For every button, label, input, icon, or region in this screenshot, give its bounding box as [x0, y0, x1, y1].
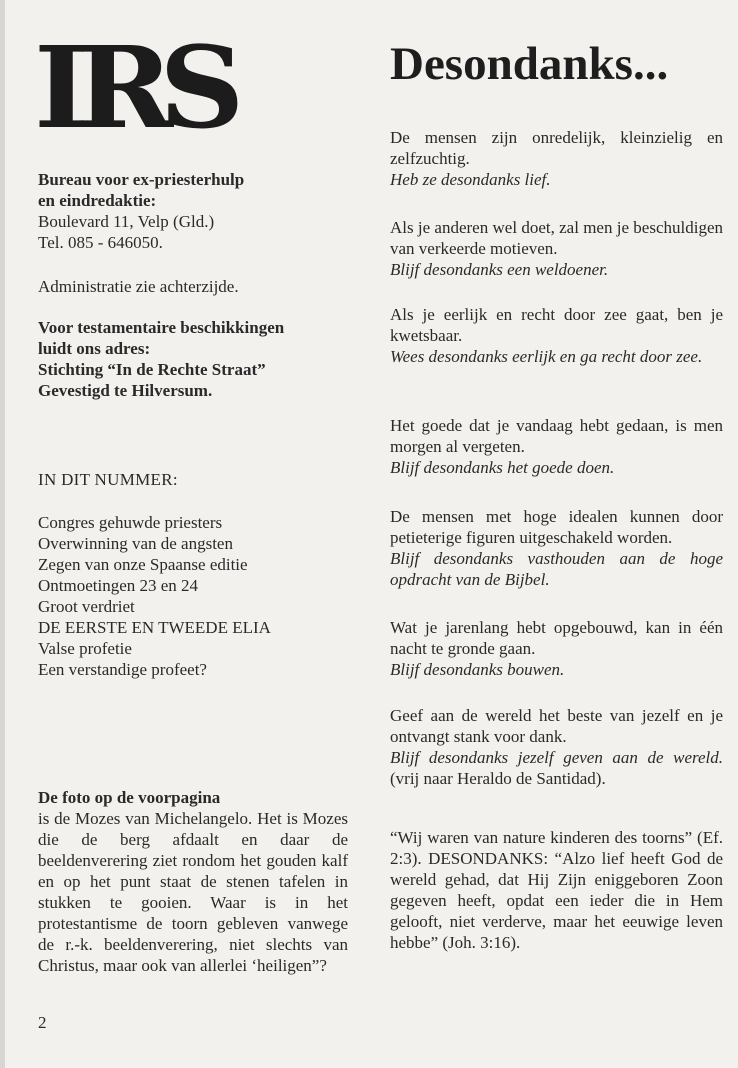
list-item: Valse profetie [38, 639, 132, 658]
stanza-italic: Blijf desondanks het goede doen. [390, 458, 615, 477]
stanza-text: Als je eerlijk en recht door zee gaat, ben je kwetsbaar. [390, 305, 723, 345]
stanza-text: De mensen met hoge idealen kunnen door petieterige figuren uitgeschakeld worden. [390, 507, 723, 547]
testament-line: Voor testamentaire beschikkingen [38, 318, 285, 337]
photo-heading: De foto op de voorpagina [38, 788, 221, 807]
stanza-italic: Blijf desondanks een weldoener. [390, 260, 609, 279]
testament-line: Stichting “In de Rechte Straat” [38, 360, 266, 379]
page-edge [0, 0, 5, 1068]
stanza [390, 415, 723, 478]
contents-list [38, 512, 346, 680]
stanza-text: Het goede dat je vandaag hebt gedaan, is men morgen al vergeten. [390, 416, 723, 456]
closing-quote: “Wij waren van nature kinderen des toorns” (Ef. 2:3). DESONDANKS: “Alzo lief heeft God de wereld gehad, dat Hij Zijn eniggeboren Zoon gegeven heeft, opdat een ieder die in Hem gelooft, niet verderve, maar het eeuwige leven hebbe” (Joh. 3:16). [390, 828, 723, 952]
list-item: Ontmoetingen 23 en 24 [38, 576, 199, 595]
stanza [390, 705, 723, 789]
testament-line: Gevestigd te Hilversum. [38, 381, 213, 400]
testament-line: luidt ons adres: [38, 339, 151, 358]
stanza-text: Als je anderen wel doet, zal men je beschuldigen van verkeerde motieven. [390, 218, 723, 258]
address-line: Boulevard 11, Velp (Gld.) [38, 212, 215, 231]
administratie-note: Administratie zie achterzijde. [38, 277, 239, 296]
list-item: DE EERSTE EN TWEEDE ELIA [38, 618, 271, 637]
list-item: Groot verdriet [38, 597, 135, 616]
stanza-italic: Blijf desondanks vasthouden aan de hoge opdracht van de Bijbel. [390, 549, 723, 589]
stanza-source: (vrij naar Heraldo de Santidad). [390, 769, 606, 788]
bureau-heading-line: en eindredaktie: [38, 191, 157, 210]
list-item: Een verstandige profeet? [38, 660, 207, 679]
stanza [390, 217, 723, 280]
address [38, 211, 346, 253]
stanza-text: Wat je jarenlang hebt opgebouwd, kan in één nacht te gronde gaan. [390, 618, 723, 658]
stanza-text: De mensen zijn onredelijk, kleinzielig en zelfzuchtig. [390, 128, 723, 168]
phone-line: Tel. 085 - 646050. [38, 233, 163, 252]
irs-logo: IRS [34, 21, 231, 154]
stanza [390, 304, 723, 367]
article-title: Desondanks... [390, 38, 669, 90]
list-item: Congres gehuwde priesters [38, 513, 223, 532]
stanza-italic: Blijf desondanks bouwen. [390, 660, 565, 679]
stanza-italic: Wees desondanks eerlijk en ga recht door zee. [390, 347, 703, 366]
testament-block [38, 317, 346, 401]
stanza [390, 617, 723, 680]
photo-text: is de Mozes van Michelangelo. Het is Mozes die de berg afdaalt en daar de beeldenverering ziet rondom het gouden kalf en op het punt staat de stenen tafelen in stukken te gooien. Waar is in het protestantisme de toorn gebleven vanwege de r.-k. beeldenverering, niet slechts van Christus, maar ook van allerlei ‘heiligen”? [38, 809, 348, 975]
stanza-italic: Blijf desondanks jezelf geven aan de wereld. [390, 748, 723, 767]
list-item: Overwinning van de angsten [38, 534, 233, 553]
stanza [390, 127, 723, 190]
page-number: 2 [38, 1013, 47, 1032]
contents-heading: IN DIT NUMMER: [38, 470, 178, 489]
bureau-heading [38, 169, 346, 211]
bureau-heading-line: Bureau voor ex-priesterhulp [38, 170, 245, 189]
stanza-italic: Heb ze desondanks lief. [390, 170, 551, 189]
stanza [390, 506, 723, 590]
list-item: Zegen van onze Spaanse editie [38, 555, 248, 574]
stanza-text: Geef aan de wereld het beste van jezelf en je ontvangt stank voor dank. [390, 706, 723, 746]
